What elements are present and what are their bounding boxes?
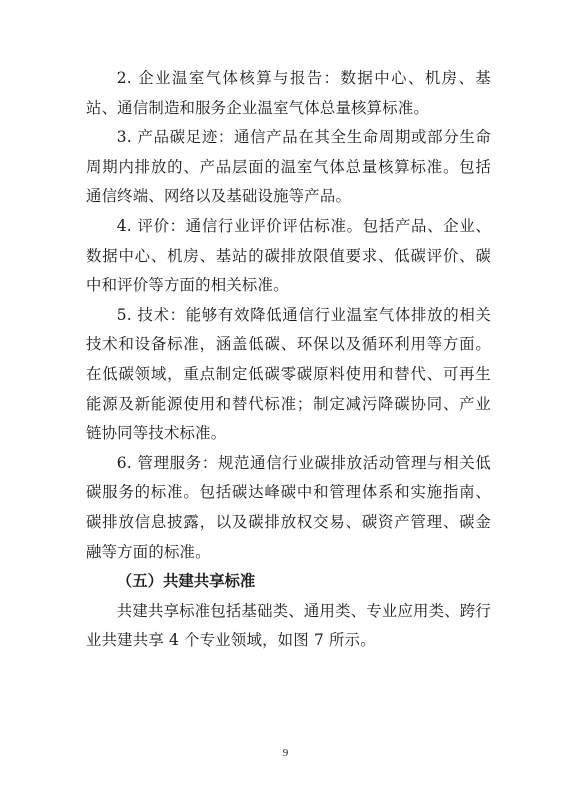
page-number: 9 (282, 747, 289, 759)
paragraph-item-6: 6. 管理服务：规范通信行业碳排放活动管理与相关低碳服务的标准。包括碳达峰碳中和管理体系和实施指南、碳排放信息披露，以及碳排放权交易、碳资产管理、碳金融等方面的标准。 (86, 453, 491, 561)
paragraph-item-4: 4. 评价：通信行业评价评估标准。包括产品、企业、数据中心、机房、基站的碳排放限值要求、低碳评价、碳中和评价等方面的相关标准。 (86, 216, 491, 295)
closing-paragraph: 共建共享标准包括基础类、通用类、专业应用类、跨行业共建共享 4 个专业领域，如图 7 所示。 (86, 601, 491, 650)
paragraph-item-2: 2. 企业温室气体核算与报告：数据中心、机房、基站、通信制造和服务企业温室气体总量核算标准。 (86, 69, 491, 117)
paragraph-item-5: 5. 技术：能够有效降低通信行业温室气体排放的相关技术和设备标准，涵盖低碳、环保以及循环利用等方面。在低碳领域，重点制定低碳零碳原料使用和替代、可再生能源及新能源使用和替代标准；制定减污降碳协同、产业链协同等技术标准。 (86, 305, 491, 443)
paragraph-item-3: 3. 产品碳足迹：通信产品在其全生命周期或部分生命周期内排放的、产品层面的温室气体总量核算标准。包括通信终端、网络以及基础设施等产品。 (86, 128, 491, 206)
page-body (86, 64, 491, 656)
section-heading: （五）共建共享标准 (116, 572, 256, 591)
